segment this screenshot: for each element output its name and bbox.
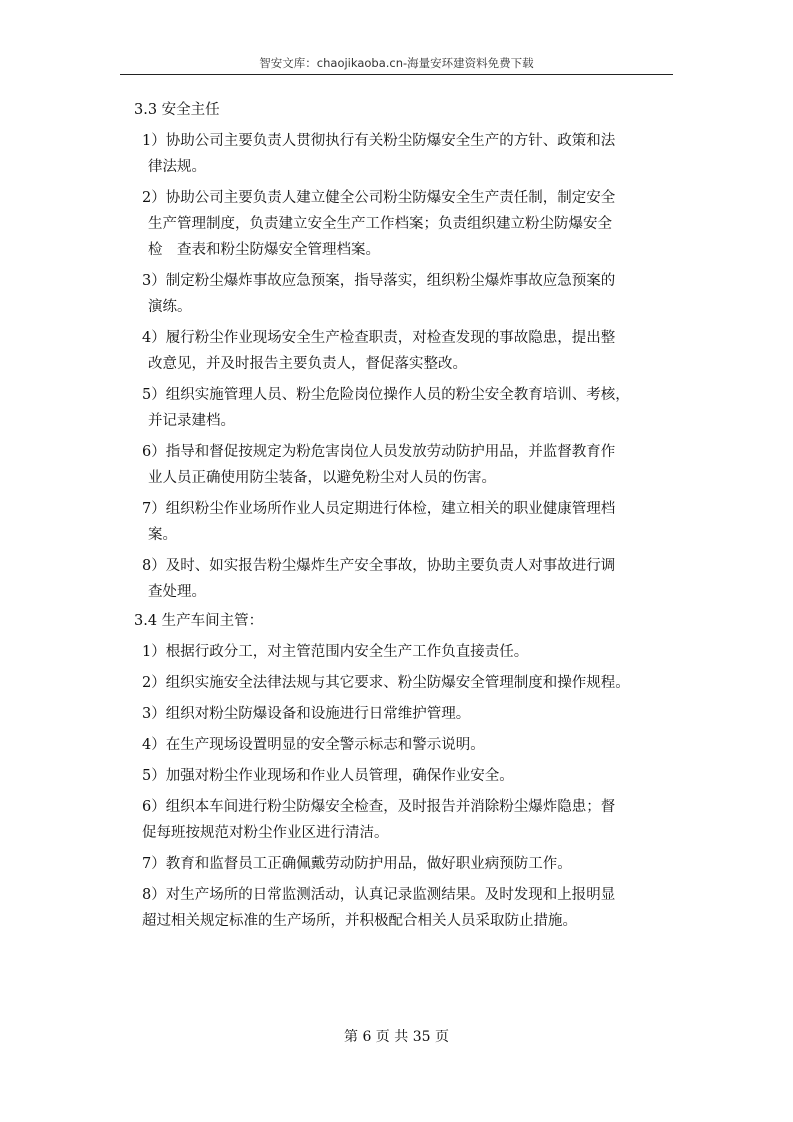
list-item [120, 382, 680, 434]
item-first-line: 6）指导和督促按规定为粉危害岗位人员发放劳动防护用品，并监督教育作 [142, 444, 616, 460]
list-item [120, 732, 680, 758]
list-item [120, 268, 680, 320]
list-item [120, 794, 680, 846]
list-item [120, 701, 680, 727]
list-item [120, 439, 680, 491]
item-first-line: 8）对生产场所的日常监测活动，认真记录监测结果。及时发现和上报明显 [142, 887, 616, 903]
list-item [120, 670, 680, 696]
document-body [120, 97, 680, 934]
item-first-line: 5）组织实施管理人员、粉尘危险岗位操作人员的粉尘安全教育培训、考核， [142, 387, 630, 403]
item-continuation-line: 律法规。 [148, 159, 206, 175]
item-first-line: 7）组织粉尘作业场所作业人员定期进行体检，建立相关的职业健康管理档 [142, 501, 616, 517]
list-item [120, 496, 680, 548]
list-item [120, 882, 680, 934]
item-continuation-line: 案。 [148, 527, 177, 543]
item-continuation-line: 演练。 [148, 299, 192, 315]
section-3-4-list [120, 639, 680, 934]
item-continuation-line: 查处理。 [148, 584, 206, 600]
page-footer: 第 6 页 共 35 页 [344, 1029, 449, 1045]
section-heading-3-3: 3.3 安全主任 [134, 102, 220, 118]
item-first-line: 8）及时、如实报告粉尘爆炸生产安全事故，协助主要负责人对事故进行调 [142, 558, 616, 574]
item-first-line: 6）组织本车间进行粉尘防爆安全检查，及时报告并消除粉尘爆炸隐患；督 [142, 799, 616, 815]
item-first-line: 3）组织对粉尘防爆设备和设施进行日常维护管理。 [142, 706, 471, 722]
item-first-line: 7）教育和监督员工正确佩戴劳动防护用品，做好职业病预防工作。 [142, 856, 572, 872]
page-header: 智安文库：chaojikaoba.cn-海量安环建资料免费下载 [259, 56, 534, 70]
item-continuation-line: 改意见，并及时报告主要负责人，督促落实整改。 [148, 356, 467, 372]
list-item [120, 851, 680, 877]
item-continuation-line: 促每班按规范对粉尘作业区进行清洁。 [142, 825, 389, 841]
item-first-line: 3）制定粉尘爆炸事故应急预案，指导落实，组织粉尘爆炸事故应急预案的 [142, 273, 616, 289]
item-first-line: 1）协助公司主要负责人贯彻执行有关粉尘防爆安全生产的方针、政策和法 [142, 133, 616, 149]
section-3-3-list [120, 128, 680, 605]
header-rule [120, 74, 673, 75]
item-first-line: 4）履行粉尘作业现场安全生产检查职责，对检查发现的事故隐患，提出整 [142, 330, 616, 346]
item-first-line: 5）加强对粉尘作业现场和作业人员管理，确保作业安全。 [142, 768, 514, 784]
item-continuation-line: 业人员正确使用防尘装备，以避免粉尘对人员的伤害。 [148, 470, 496, 486]
item-continuation-line: 检 查表和粉尘防爆安全管理档案。 [148, 242, 380, 258]
item-first-line: 2）协助公司主要负责人建立健全公司粉尘防爆安全生产责任制，制定安全 [142, 190, 616, 206]
list-item [120, 553, 680, 605]
list-item [120, 185, 680, 263]
item-first-line: 1）根据行政分工，对主管范围内安全生产工作负直接责任。 [142, 644, 529, 660]
section-heading-3-4: 3.4 生产车间主管： [134, 613, 264, 629]
list-item [120, 325, 680, 377]
item-first-line: 2）组织实施安全法律法规与其它要求、粉尘防爆安全管理制度和操作规程。 [142, 675, 630, 691]
item-continuation-line: 生产管理制度，负责建立安全生产工作档案；负责组织建立粉尘防爆安全 [148, 216, 612, 232]
list-item [120, 763, 680, 789]
item-continuation-line: 并记录建档。 [148, 413, 235, 429]
item-continuation-line: 超过相关规定标准的生产场所，并积极配合相关人员采取防止措施。 [142, 913, 577, 929]
list-item [120, 128, 680, 180]
list-item [120, 639, 680, 665]
item-first-line: 4）在生产现场设置明显的安全警示标志和警示说明。 [142, 737, 485, 753]
